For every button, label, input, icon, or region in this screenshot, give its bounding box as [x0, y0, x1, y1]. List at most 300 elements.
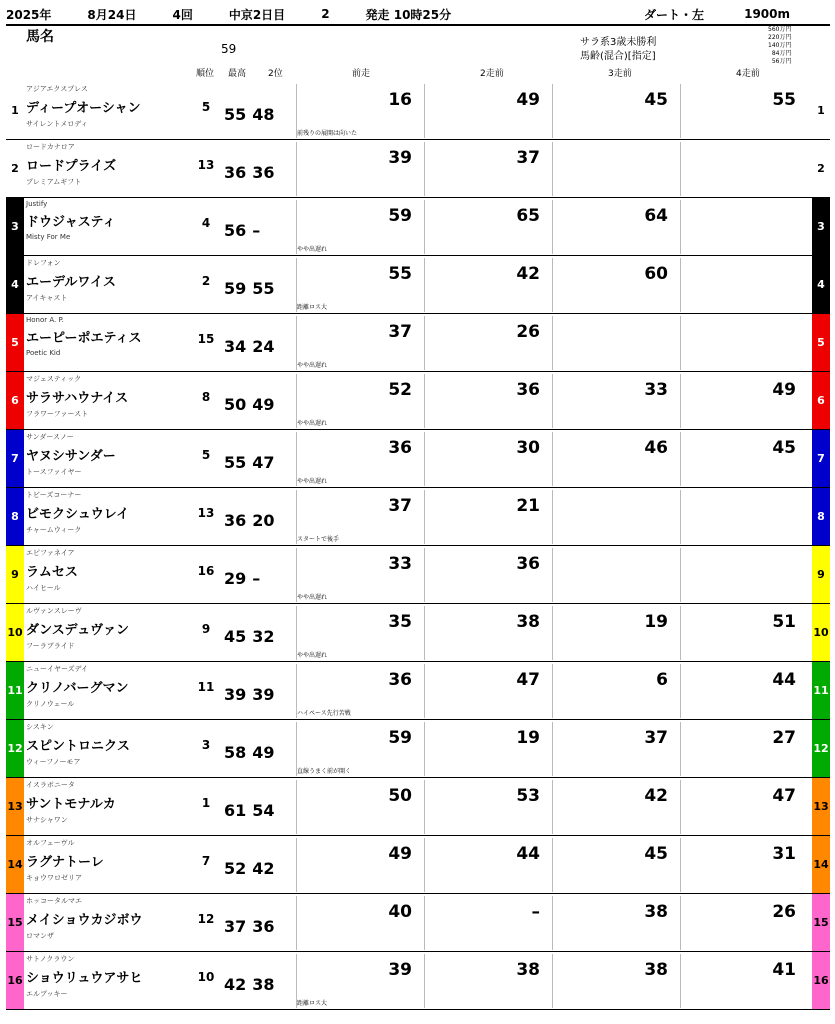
past-run	[552, 664, 680, 718]
run-figure: 50	[388, 786, 412, 806]
rank: 9	[201, 622, 211, 636]
speed-figures	[224, 498, 290, 542]
horse-info	[26, 548, 196, 602]
run-figure: 36	[388, 438, 412, 458]
best-figure: 36	[224, 510, 247, 530]
dam-name: サナシャワン	[26, 816, 68, 824]
past-run	[680, 722, 808, 776]
prize-3: 140万円	[768, 42, 792, 49]
run-note: やや出遅れ	[297, 478, 328, 485]
speed-figures	[224, 150, 290, 194]
speed-figures	[224, 266, 290, 310]
run-note: 距離ロス大	[297, 304, 328, 311]
table-row	[6, 430, 830, 488]
prize-4: 84万円	[771, 50, 792, 57]
table-row	[6, 314, 830, 372]
run-note: やや出遅れ	[297, 652, 328, 659]
sire-name: ニューイヤーズデイ	[26, 665, 89, 673]
sire-name: マジェスティック	[26, 375, 82, 383]
second-figure: 20	[252, 510, 275, 530]
past-run	[552, 142, 680, 196]
horse-name: ダンスデュヴァン	[26, 623, 129, 638]
horse-number-left: 13	[6, 778, 24, 835]
past-run	[552, 490, 680, 544]
run-figure: 38	[644, 902, 668, 922]
horse-info	[26, 780, 196, 834]
horse-name: ショウリュウアサヒ	[26, 971, 143, 986]
dam-name: Misty For Me	[26, 233, 71, 241]
run-figure: 21	[516, 496, 540, 516]
sire-name: ルヴァンスレーヴ	[26, 607, 82, 615]
run-figure: 52	[388, 380, 412, 400]
date: 8月24日	[87, 7, 137, 22]
horse-info	[26, 896, 196, 950]
table-row	[6, 256, 830, 314]
horse-number-left: 8	[6, 488, 24, 545]
best-figure: 59	[224, 278, 247, 298]
speed-figures	[224, 672, 290, 716]
dam-name: キョウワロゼリア	[26, 874, 82, 882]
run-figure: 40	[388, 902, 412, 922]
horse-number-left: 10	[6, 604, 24, 661]
run-figure: 47	[772, 786, 796, 806]
dam-name: アイキャスト	[26, 294, 68, 302]
second-figure: 47	[252, 452, 275, 472]
dam-name: ウィーフノーモア	[26, 758, 81, 766]
rank: 7	[201, 854, 211, 868]
second-figure: 39	[252, 684, 275, 704]
speed-figures	[224, 904, 290, 948]
run-figure: 37	[516, 148, 540, 168]
past-run	[296, 84, 424, 138]
sire-name: ロードカナロア	[26, 143, 75, 151]
run-note: やや出遅れ	[297, 246, 328, 253]
horse-info	[26, 374, 196, 428]
table-row	[6, 894, 830, 952]
run-note: やや出遅れ	[297, 594, 328, 601]
horse-info	[26, 838, 196, 892]
speed-figures	[224, 92, 290, 136]
race-no: 2	[321, 7, 330, 21]
prize-1: 560万円	[768, 26, 792, 33]
year: 2025年	[6, 7, 52, 22]
run-note: やや出遅れ	[297, 420, 328, 427]
col-prev: 前走	[352, 69, 371, 79]
dam-name: サイレントメロディ	[26, 120, 88, 128]
speed-figures	[224, 962, 290, 1006]
horse-number-right: 4	[812, 256, 830, 313]
dam-name: プレミアムギフト	[26, 178, 82, 186]
run-figure: 60	[644, 264, 668, 284]
dam-name: ロマンザ	[26, 932, 54, 940]
run-figure: 49	[772, 380, 796, 400]
second-figure: –	[252, 568, 261, 588]
past-run	[552, 896, 680, 950]
col-best: 最高	[228, 69, 247, 79]
past-run	[680, 838, 808, 892]
run-figure: 37	[644, 728, 668, 748]
rank: 3	[201, 738, 211, 752]
run-note: スタートで後手	[297, 536, 340, 543]
col-post: 順位	[196, 69, 215, 79]
run-figure: 35	[388, 612, 412, 632]
dam-name: エルブッキー	[26, 990, 68, 998]
run-figure: 45	[772, 438, 796, 458]
past-run	[424, 316, 552, 370]
best-figure: 29	[224, 568, 247, 588]
horse-number-left: 4	[6, 256, 24, 313]
rank: 12	[197, 912, 215, 926]
horse-info	[26, 606, 196, 660]
run-figure: 59	[388, 728, 412, 748]
past-run	[424, 258, 552, 312]
rank: 2	[201, 274, 211, 288]
run-figure: 49	[516, 90, 540, 110]
horse-number-left: 6	[6, 372, 24, 429]
horse-name: ヤヌシサンダー	[26, 449, 116, 464]
run-figure: 55	[772, 90, 796, 110]
speed-figures	[224, 730, 290, 774]
run-figure: 47	[516, 670, 540, 690]
run-figure: 38	[644, 960, 668, 980]
second-figure: 49	[252, 742, 275, 762]
rank: 5	[201, 100, 211, 114]
rank: 8	[201, 390, 211, 404]
best-figure: 52	[224, 858, 247, 878]
run-figure: 36	[516, 380, 540, 400]
run-figure: –	[531, 902, 540, 922]
horse-number-left: 16	[6, 952, 24, 1009]
run-figure: 19	[516, 728, 540, 748]
past-run	[552, 200, 680, 254]
table-row	[6, 720, 830, 778]
speed-figures	[224, 440, 290, 484]
past-run	[296, 606, 424, 660]
dam-name: チャームウィーク	[26, 526, 82, 534]
horse-number-right: 16	[812, 952, 830, 1009]
horse-number-right: 14	[812, 836, 830, 893]
speed-figures	[224, 556, 290, 600]
sire-name: イスラボニータ	[26, 781, 75, 789]
horse-name: クリノバーグマン	[26, 681, 129, 696]
horse-number-left: 9	[6, 546, 24, 603]
table-row	[6, 546, 830, 604]
rank: 13	[197, 506, 215, 520]
horse-number-right: 13	[812, 778, 830, 835]
past-run	[424, 84, 552, 138]
horse-info	[26, 142, 196, 196]
sire-name: Justify	[26, 200, 48, 208]
run-figure: 33	[644, 380, 668, 400]
best-figure: 36	[224, 162, 247, 182]
past-run	[296, 838, 424, 892]
horse-number-left: 14	[6, 836, 24, 893]
past-run	[296, 780, 424, 834]
run-note: 前残りの展開は向いた	[297, 130, 358, 137]
table-row	[6, 952, 830, 1010]
run-figure: 55	[388, 264, 412, 284]
past-run	[424, 200, 552, 254]
second-figure: 32	[252, 626, 275, 646]
table-row	[6, 372, 830, 430]
past-run	[296, 374, 424, 428]
track: 中京2日目	[228, 7, 286, 22]
best-figure: 50	[224, 394, 247, 414]
speed-figures	[224, 382, 290, 426]
speed-figures	[224, 614, 290, 658]
horse-info	[26, 200, 196, 254]
past-run	[680, 316, 808, 370]
horse-name: ドウジャスティ	[26, 215, 116, 230]
table-row	[6, 82, 830, 140]
horse-number-right: 2	[812, 140, 830, 197]
past-run	[680, 490, 808, 544]
horse-number-left: 3	[6, 198, 24, 255]
kai: 4回	[172, 7, 193, 22]
past-run	[296, 722, 424, 776]
horse-name: ロードプライズ	[26, 159, 117, 174]
dam-name: フーラブライド	[26, 642, 75, 650]
past-run	[552, 316, 680, 370]
run-figure: 37	[388, 496, 412, 516]
horse-number-right: 15	[812, 894, 830, 951]
past-run	[680, 954, 808, 1008]
horse-info	[26, 954, 196, 1008]
horse-number-left: 12	[6, 720, 24, 777]
run-figure: 49	[388, 844, 412, 864]
col-second: 2位	[268, 69, 283, 79]
past-run	[296, 432, 424, 486]
horse-name: スピントロニクス	[26, 739, 130, 754]
past-run	[296, 664, 424, 718]
run-figure: 59	[388, 206, 412, 226]
horse-name: ラムセス	[26, 565, 78, 580]
best-figure: 58	[224, 742, 247, 762]
table-row	[6, 198, 830, 256]
run-figure: 39	[388, 960, 412, 980]
past-run	[552, 722, 680, 776]
run-note: ハイペース先行苦戦	[297, 710, 351, 717]
second-figure: 49	[252, 394, 275, 414]
past-run	[424, 896, 552, 950]
past-run	[680, 606, 808, 660]
speed-figures	[224, 324, 290, 368]
past-run	[680, 896, 808, 950]
race-header	[6, 4, 830, 26]
horse-name: サラサハウナイス	[26, 391, 129, 406]
sire-name: ホッコータルマエ	[26, 897, 82, 905]
rank: 5	[201, 448, 211, 462]
horse-info	[26, 664, 196, 718]
second-figure: 36	[252, 916, 275, 936]
sire-name: オルフェーヴル	[26, 839, 75, 847]
best-figure: 61	[224, 800, 247, 820]
best-figure: 34	[224, 336, 247, 356]
second-figure: 55	[252, 278, 275, 298]
table-row	[6, 778, 830, 836]
rank: 11	[197, 680, 215, 694]
run-figure: 26	[516, 322, 540, 342]
run-figure: 44	[516, 844, 540, 864]
horse-number-right: 3	[812, 198, 830, 255]
best-figure: 56	[224, 220, 247, 240]
horse-number-right: 9	[812, 546, 830, 603]
horse-number-left: 1	[6, 82, 24, 139]
surface: ダート・左	[643, 7, 704, 22]
run-figure: 37	[388, 322, 412, 342]
past-run	[424, 722, 552, 776]
run-figure: 26	[772, 902, 796, 922]
past-run	[424, 432, 552, 486]
best-figure: 55	[224, 104, 247, 124]
past-run	[552, 780, 680, 834]
past-run	[296, 954, 424, 1008]
past-run	[680, 142, 808, 196]
horse-number-right: 12	[812, 720, 830, 777]
past-run	[680, 258, 808, 312]
run-figure: 42	[516, 264, 540, 284]
past-run	[424, 838, 552, 892]
past-run	[552, 374, 680, 428]
past-run	[552, 548, 680, 602]
second-figure: 38	[252, 974, 275, 994]
horse-number-right: 8	[812, 488, 830, 545]
sire-name: サトノクラウン	[26, 955, 75, 963]
past-run	[424, 142, 552, 196]
past-run	[680, 548, 808, 602]
run-figure: 46	[644, 438, 668, 458]
past-run	[680, 200, 808, 254]
sire-name: エピファネイア	[26, 549, 75, 557]
run-figure: 31	[772, 844, 796, 864]
second-figure: 54	[252, 800, 275, 820]
prize-5: 56万円	[771, 58, 792, 65]
table-row	[6, 140, 830, 198]
past-run	[296, 200, 424, 254]
run-figure: 53	[516, 786, 540, 806]
past-run	[296, 258, 424, 312]
col-prev4: 4走前	[736, 69, 760, 79]
run-figure: 27	[772, 728, 796, 748]
best-figure: 45	[224, 626, 247, 646]
horse-number-right: 10	[812, 604, 830, 661]
horse-name: ディープオーシャン	[26, 101, 141, 116]
horse-number-left: 11	[6, 662, 24, 719]
run-figure: 30	[516, 438, 540, 458]
run-figure: 36	[516, 554, 540, 574]
run-figure: 42	[644, 786, 668, 806]
run-figure: 44	[772, 670, 796, 690]
horse-number-right: 6	[812, 372, 830, 429]
sire-name: トビーズコーナー	[26, 491, 82, 499]
horse-info	[26, 316, 196, 370]
run-figure: 33	[388, 554, 412, 574]
past-run	[552, 84, 680, 138]
second-figure: 42	[252, 858, 275, 878]
past-run	[552, 954, 680, 1008]
horse-number-right: 5	[812, 314, 830, 371]
past-run	[424, 954, 552, 1008]
past-run	[296, 548, 424, 602]
horse-number-left: 2	[6, 140, 24, 197]
post-time: 発走 10時25分	[365, 7, 452, 22]
speed-figures	[224, 788, 290, 832]
table-row	[6, 604, 830, 662]
best-figure: 39	[224, 684, 247, 704]
table-row	[6, 662, 830, 720]
past-run	[424, 780, 552, 834]
best-figure: 42	[224, 974, 247, 994]
horse-info	[26, 490, 196, 544]
sire-name: ドレフォン	[26, 259, 61, 267]
second-figure: 24	[252, 336, 275, 356]
run-figure: 45	[644, 90, 668, 110]
horse-name: エーピーポエティス	[26, 331, 142, 346]
sire-name: シスキン	[26, 723, 54, 731]
speed-figures	[224, 208, 290, 252]
horse-info	[26, 722, 196, 776]
horse-info	[26, 84, 196, 138]
rank: 1	[201, 796, 211, 810]
rank: 16	[197, 564, 215, 578]
speed-figures	[224, 846, 290, 890]
horse-info	[26, 258, 196, 312]
past-run	[552, 258, 680, 312]
sire-name: Honor A. P.	[26, 316, 64, 324]
past-run	[552, 606, 680, 660]
col-prev3: 3走前	[608, 69, 632, 79]
run-figure: 36	[388, 670, 412, 690]
run-figure: 51	[772, 612, 796, 632]
run-figure: 6	[656, 670, 668, 690]
horse-number-left: 7	[6, 430, 24, 487]
horse-rows	[6, 82, 830, 1010]
run-note: 距離ロス大	[297, 1000, 328, 1007]
run-figure: 39	[388, 148, 412, 168]
horse-name: メイショウカジボウ	[26, 913, 143, 928]
rank: 10	[197, 970, 215, 984]
past-run	[680, 780, 808, 834]
distance: 1900m	[744, 7, 790, 21]
past-run	[424, 606, 552, 660]
horse-name: ラグナトーレ	[26, 855, 104, 870]
past-run	[680, 84, 808, 138]
past-run	[680, 664, 808, 718]
race-class: サラ系3歳未勝利	[580, 37, 657, 48]
base-value: 59	[221, 42, 237, 56]
table-row	[6, 488, 830, 546]
dam-name: フラワーファースト	[26, 410, 89, 418]
horse-number-right: 11	[812, 662, 830, 719]
sire-name: サンダースノー	[26, 433, 74, 441]
second-figure: 48	[252, 104, 275, 124]
past-run	[552, 838, 680, 892]
run-figure: 16	[388, 90, 412, 110]
rank: 4	[201, 216, 211, 230]
run-figure: 64	[644, 206, 668, 226]
run-figure: 65	[516, 206, 540, 226]
past-run	[680, 374, 808, 428]
col-prev2: 2走前	[480, 69, 504, 79]
past-run	[296, 896, 424, 950]
horse-number-left: 5	[6, 314, 24, 371]
dam-name: ハイヒール	[26, 584, 61, 592]
run-note: 直線うまく前が開く	[297, 768, 352, 775]
dam-name: トースファイヤー	[26, 468, 82, 476]
past-run	[552, 432, 680, 486]
horse-info	[26, 432, 196, 486]
race-cond: 馬齢(混合)[指定]	[580, 51, 656, 62]
